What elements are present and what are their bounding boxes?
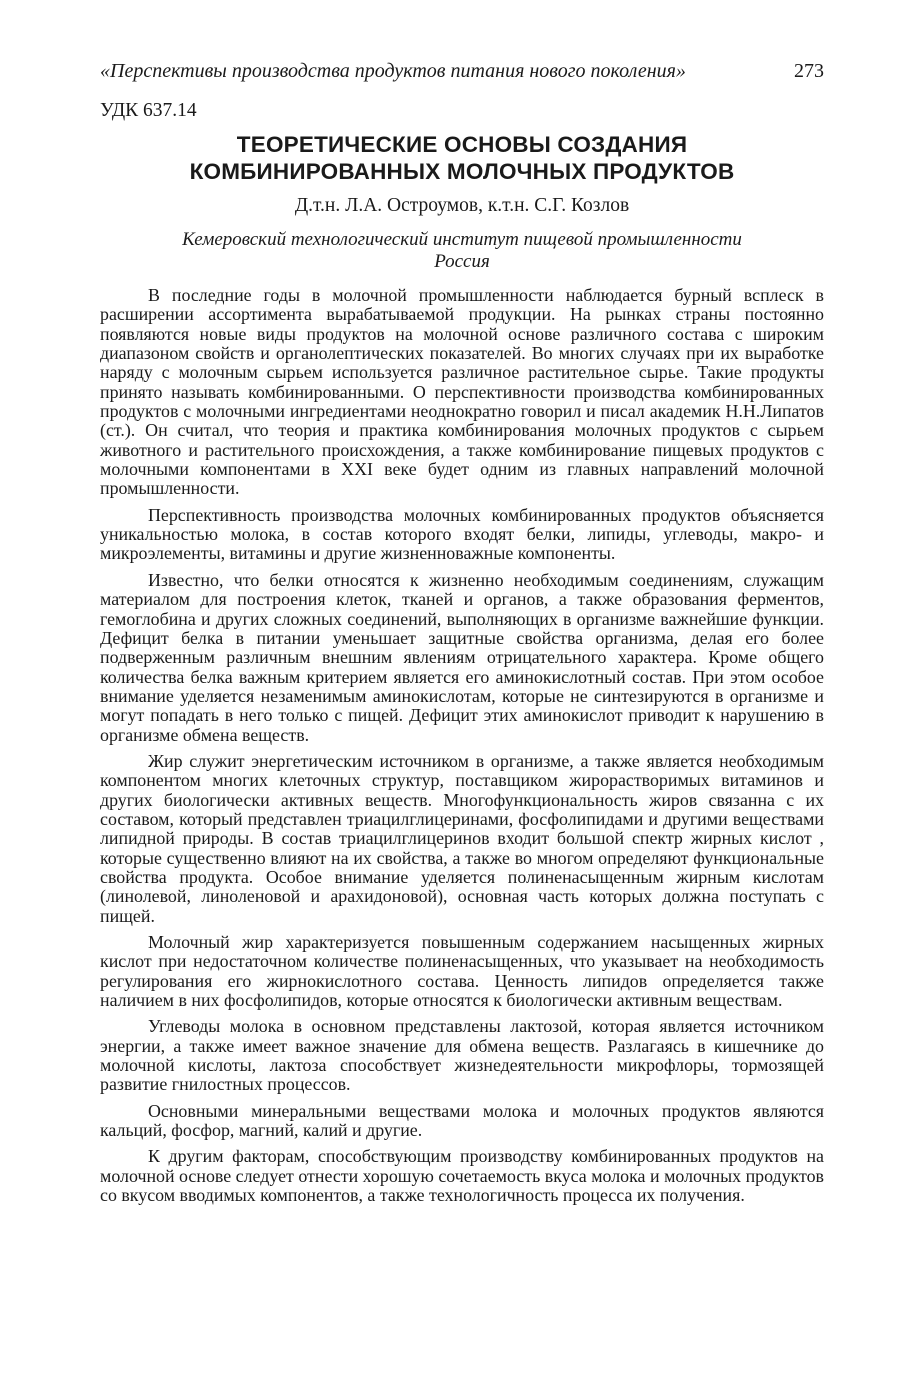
affiliation xyxy=(100,229,824,273)
paragraph: Молочный жир характеризуется повышенным содержанием насыщенных жирных кислот при недостаточном количестве полиненасыщенных, что указывает на необходимость регулирования его жирнокислотного состава. Ценность липидов определяется также наличием в них фосфолипидов, которые относятся к биологически активным веществам. xyxy=(100,932,824,1011)
running-header xyxy=(100,58,824,84)
paragraph: Жир служит энергетическим источником в организме, а также является необходимым компонентом многих клеточных структур, поставщиком жирорастворимых витаминов и других биологически активных веществ. Многофункциональность жиров связанна с их составом, который представлен триацилглицеринами, фосфолипидами и другими веществами липидной природы. В состав триацилглицеринов входит большой спектр жирных кислот , которые существенно влияют на их свойства, а также во многом определяют функциональные свойства продукта. Особое внимание уделяется полиненасыщенным жирным кислотам (линолевой, линоленовой и арахидоновой), основная часть которых должна поступать с пищей. xyxy=(100,750,824,926)
journal-title: «Перспективы производства продуктов питания нового поколения» xyxy=(100,60,686,82)
affiliation-institute: Кемеровский технологический институт пищевой промышленности xyxy=(182,229,742,250)
article-title-line-1: ТЕОРЕТИЧЕСКИЕ ОСНОВЫ СОЗДАНИЯ xyxy=(236,132,688,157)
paper-page xyxy=(100,58,824,1212)
paragraph: Основными минеральными веществами молока и молочных продуктов являются кальций, фосфор, магний, калий и другие. xyxy=(100,1100,824,1141)
paragraph: В последние годы в молочной промышленности наблюдается бурный всплеск в расширении ассортимента вырабатываемой продукции. На рынках страны постоянно появляются новые виды продуктов на молочной основе различного состава с широким диапазоном свойств и органолептических показателей. Во многих случаях при их выработке наряду с молочным сырьем используется различное растительное сырье. Такие продукты принято называть комбинированными. О перспективности производства комбинированных продуктов с молочными ингредиентами неоднократно говорил и писал академик Н.Н.Липатов (ст.). Он считал, что теория и практика комбинирования молочных продуктов с сырьем животного и растительного происхождения, а также комбинирование пищевых продуктов с молочными компонентами в XXI веке будет одним из главных направлений молочной промышленности. xyxy=(100,285,824,499)
paragraph: К другим факторам, способствующим производству комбинированных продуктов на молочной основе следует отнести хорошую сочетаемость вкуса молока и молочных продуктов со вкусом вводимых компонентов, а также технологичность процесса их получения. xyxy=(100,1146,824,1206)
page-number: 273 xyxy=(794,60,824,82)
paragraph: Известно, что белки относятся к жизненно необходимым соединениям, служащим материалом для построения клеток, тканей и органов, а также образования ферментов, гемоглобина и других сложных соединений, выполняющих в организме важнейшие функции. Дефицит белка в питании уменьшает защитные свойства организма, делая его более подверженным различным внешним явлениям отрицательного характера. Кроме общего количества белка важным критерием является его аминокислотный состав. При этом особое внимание уделяется незаменимым аминокислотам, которые не синтезируются в организме и могут попадать в него только с пищей. Дефицит этих аминокислот приводит к нарушению в организме обмена веществ. xyxy=(100,569,824,745)
paragraph: Перспективность производства молочных комбинированных продуктов объясняется уникальностью молока, в состав которого входят белки, липиды, углеводы, макро- и микроэлементы, витамины и другие жизненноважные компоненты. xyxy=(100,504,824,564)
article-title xyxy=(100,131,824,185)
article-body xyxy=(100,286,824,1205)
article-title-line-2: КОМБИНИРОВАННЫХ МОЛОЧНЫХ ПРОДУКТОВ xyxy=(189,159,735,184)
authors: Д.т.н. Л.А. Остроумов, к.т.н. С.Г. Козлов xyxy=(294,195,630,216)
paragraph: Углеводы молока в основном представлены лактозой, которая является источником энергии, а также имеет важное значение для обмена веществ. Разлагаясь в кишечнике до молочной кислоты, лактоза способствует жизнедеятельности микрофлоры, тормозящей развитие гнилостных процессов. xyxy=(100,1016,824,1095)
affiliation-country: Россия xyxy=(434,251,490,272)
udk-code: УДК 637.14 xyxy=(100,100,197,121)
